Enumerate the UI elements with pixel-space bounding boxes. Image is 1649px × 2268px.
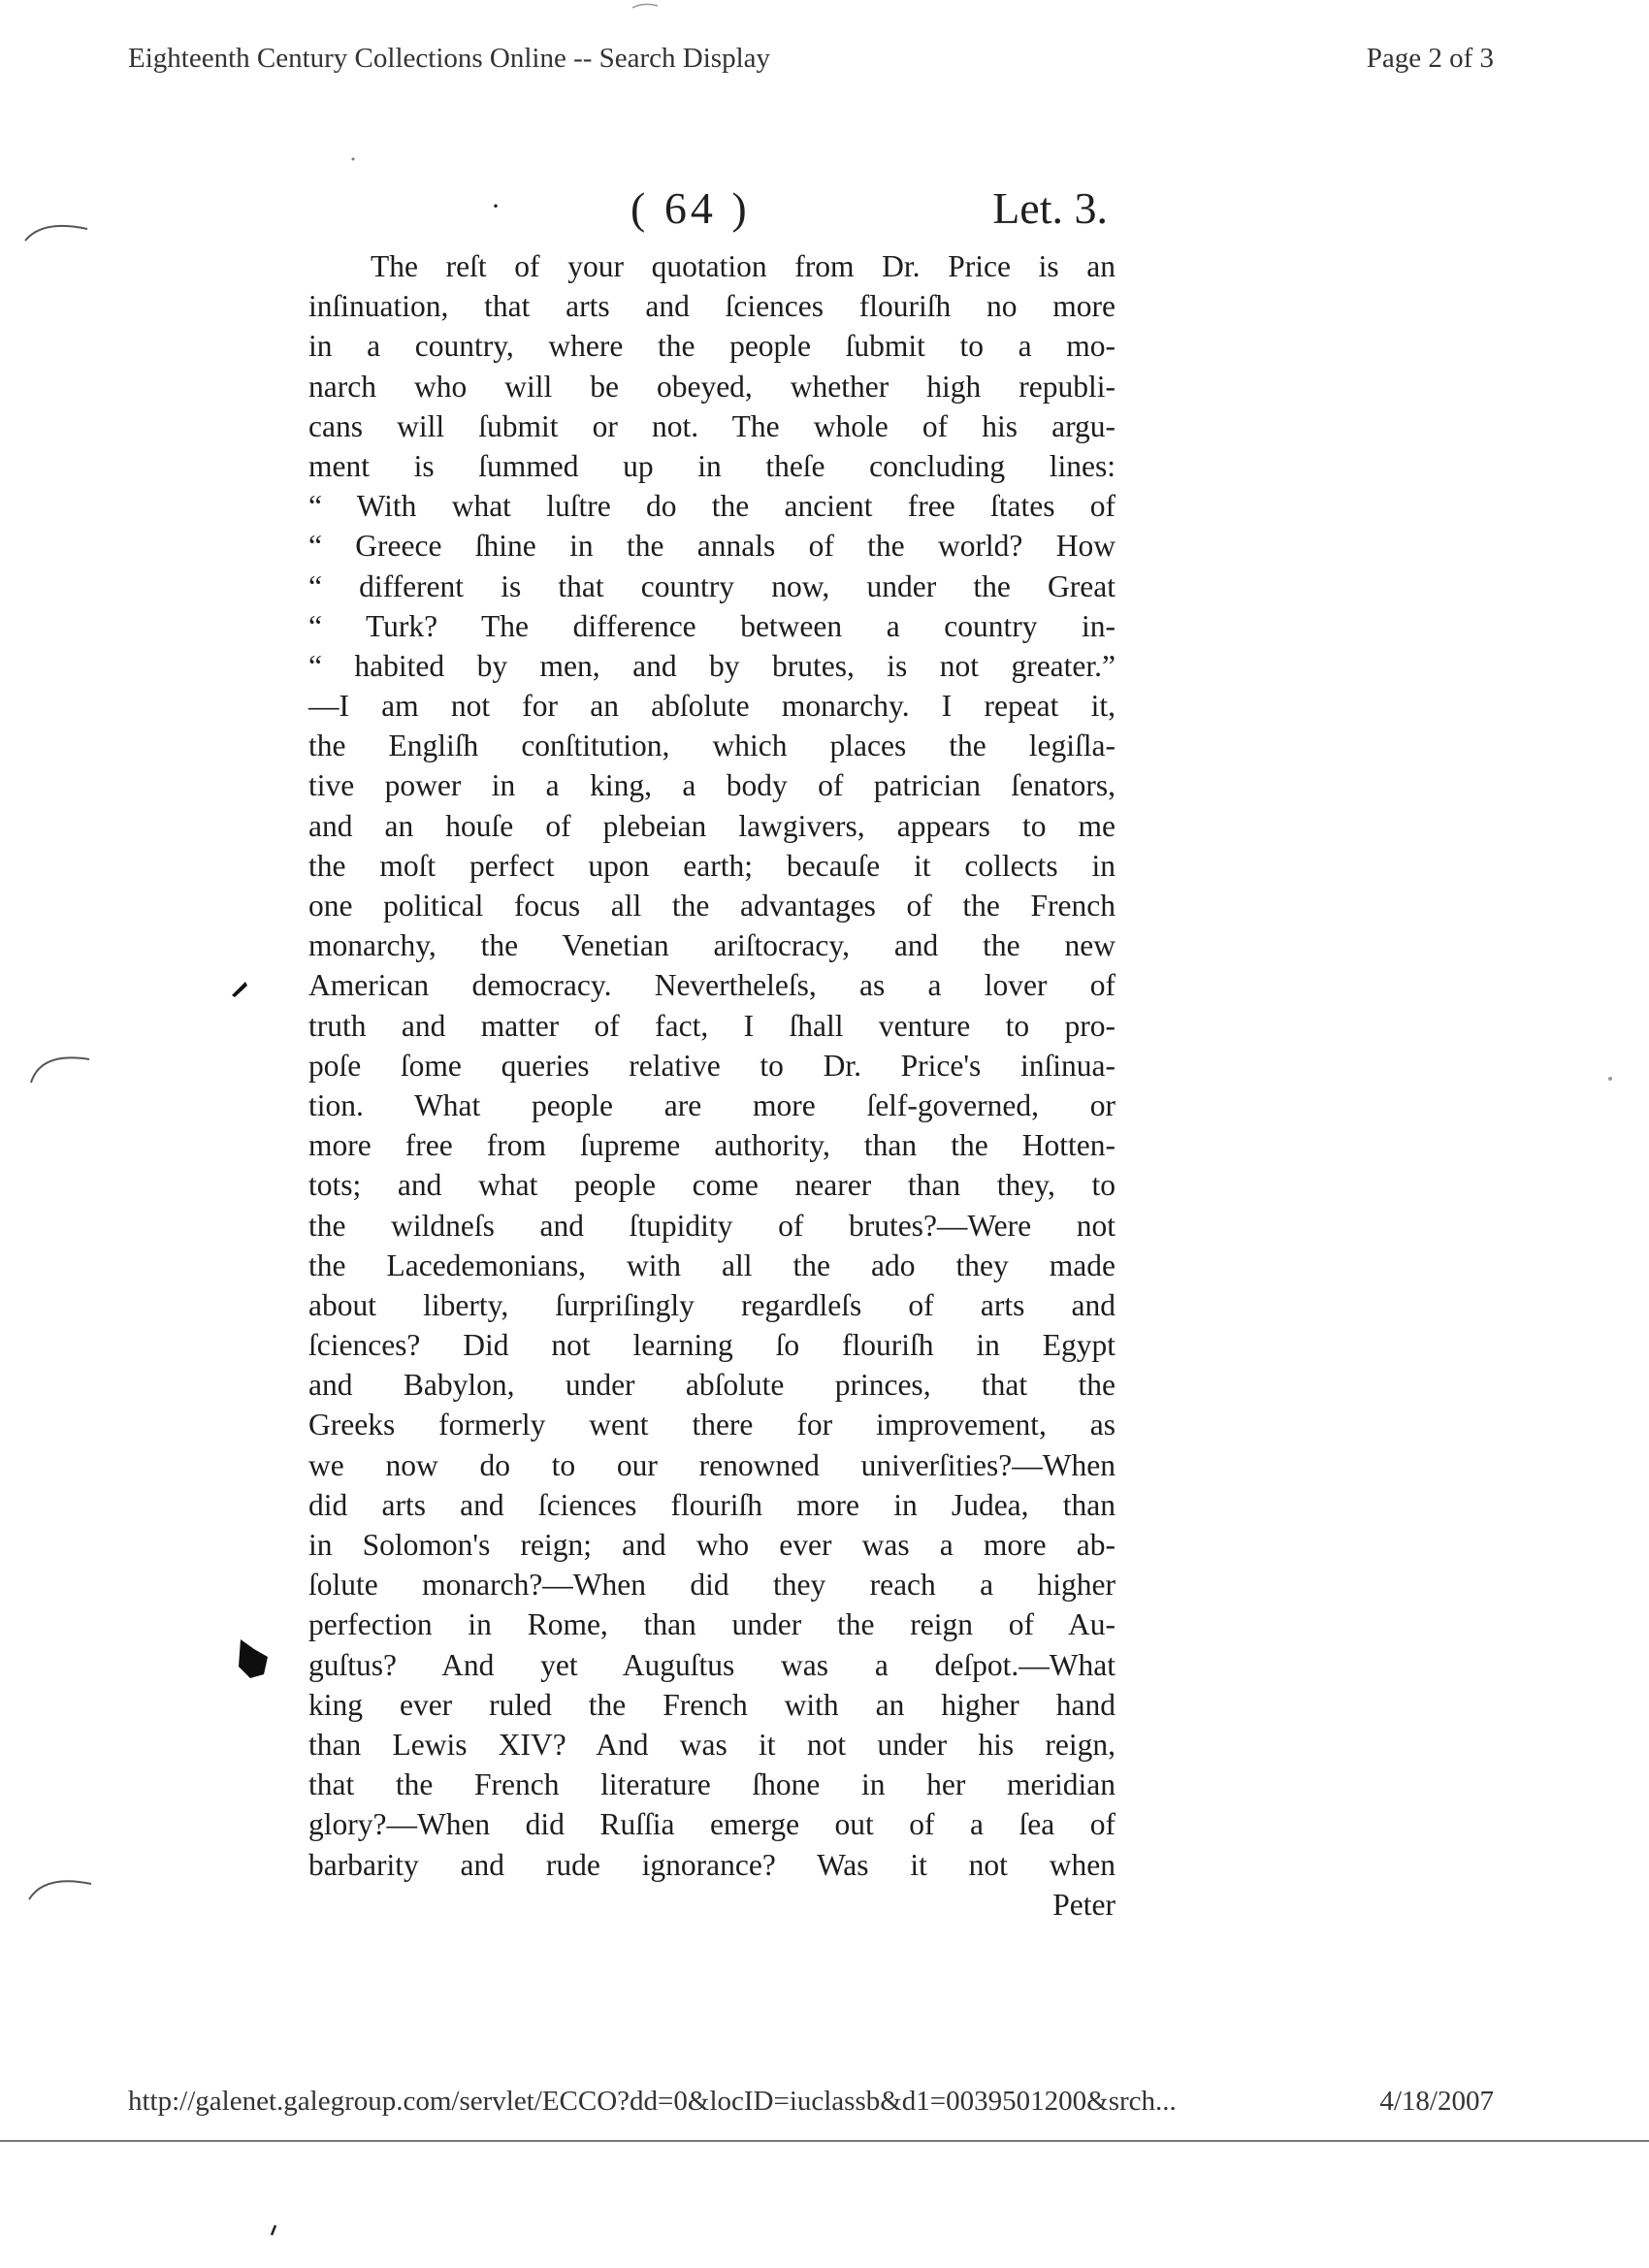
running-head-dot: · (491, 190, 501, 222)
print-header-title: Eighteenth Century Collections Online -- Search Display (128, 43, 771, 74)
scan-mark-top (630, 0, 660, 14)
text-line: about liberty, ſurpriſingly regardleſs of arts and (308, 1287, 1116, 1322)
book-page-number: ( 64 ) (630, 183, 751, 233)
binding-mark-2 (27, 1048, 95, 1086)
text-line: narch who will be obeyed, whether high republi- (308, 369, 1116, 404)
speck-right (1606, 1075, 1614, 1083)
text-line: and an houſe of plebeian lawgivers, appears to me (308, 808, 1116, 843)
print-footer (128, 2086, 1494, 2124)
text-line: truth and matter of fact, I ſhall venture to pro- (308, 1008, 1116, 1043)
text-line: —I am not for an abſolute monarchy. I repeat it, (308, 689, 1116, 724)
quote-line: “ habited by men, and by brutes, is not greater.” (308, 648, 1116, 683)
speck-top (349, 155, 357, 163)
text-line: ment is ſummed up in theſe concluding lines: (308, 448, 1116, 483)
quote-line: “ With what luſtre do the ancient free ſtates of (308, 489, 1116, 524)
text-line: than Lewis XIV? And was it not under his reign, (308, 1727, 1116, 1762)
text-line: one political focus all the advantages of the French (308, 889, 1116, 923)
text-line: The reſt of your quotation from Dr. Price is an (371, 249, 1116, 283)
print-header-page: Page 2 of 3 (1366, 43, 1494, 74)
footer-divider (0, 2140, 1649, 2142)
text-line: ſciences? Did not learning ſo flouriſh in Egypt (308, 1328, 1116, 1363)
text-line: we now do to our renowned univerſities?—When (308, 1447, 1116, 1482)
text-line: guſtus? And yet Auguſtus was a deſpot.—What (308, 1647, 1116, 1682)
catchword: Peter (1052, 1887, 1116, 1922)
binding-mark-3 (25, 1870, 95, 1903)
text-line: the moſt perfect upon earth; becauſe it collects in (308, 848, 1116, 883)
text-line: the Lacedemonians, with all the ado they made (308, 1247, 1116, 1282)
text-line: the wildneſs and ſtupidity of brutes?—Were not (308, 1208, 1116, 1243)
ink-blot-large (231, 1636, 277, 1682)
body-text (308, 246, 1116, 1925)
print-date: 4/18/2007 (1379, 2086, 1494, 2117)
text-line: inſinuation, that arts and ſciences flouriſh no more (308, 289, 1116, 324)
text-line: in Solomon's reign; and who ever was a more ab- (308, 1528, 1116, 1562)
running-head (310, 182, 1125, 241)
text-line: king ever ruled the French with an higher hand (308, 1687, 1116, 1722)
text-line: the Engliſh conſtitution, which places the legiſla- (308, 729, 1116, 763)
text-line: tots; and what people come nearer than they, to (308, 1168, 1116, 1203)
text-line: barbarity and rude ignorance? Was it not when (308, 1847, 1116, 1882)
text-line: ſolute monarch?—When did they reach a higher (308, 1568, 1116, 1603)
text-line: poſe ſome queries relative to Dr. Price's inſinua- (308, 1048, 1116, 1083)
binding-mark-1 (21, 215, 91, 244)
text-line: monarchy, the Venetian ariſtocracy, and the new (308, 928, 1116, 963)
speck-bottom (268, 2223, 279, 2237)
quote-line: “ different is that country now, under the Great (308, 568, 1116, 603)
text-line: and Babylon, under abſolute princes, that the (308, 1368, 1116, 1403)
text-line: in a country, where the people ſubmit to a mo- (308, 329, 1116, 364)
text-line: more free from ſupreme authority, than the Hotten- (308, 1128, 1116, 1163)
quote-line: “ Greece ſhine in the annals of the world? How (308, 529, 1116, 564)
letter-number: Let. 3. (992, 183, 1108, 233)
text-line: glory?—When did Ruſſia emerge out of a ſea of (308, 1807, 1116, 1842)
text-line: tion. What people are more ſelf-governed, or (308, 1087, 1116, 1122)
text-line: cans will ſubmit or not. The whole of his argu- (308, 408, 1116, 443)
text-line: did arts and ſciences flouriſh more in Judea, than (308, 1487, 1116, 1522)
ink-blot-small (229, 978, 250, 999)
text-line: tive power in a king, a body of patrician ſenators, (308, 768, 1116, 803)
text-line: Greeks formerly went there for improvement, as (308, 1408, 1116, 1442)
source-url: http://galenet.galegroup.com/servlet/ECCO?dd=0&locID=iuclassb&d1=0039501200&srch... (128, 2086, 1177, 2117)
text-line: that the French literature ſhone in her meridian (308, 1767, 1116, 1802)
text-line: American democracy. Neverthelеſs, as a lover of (308, 968, 1116, 1003)
quote-line: “ Turk? The difference between a country in- (308, 608, 1116, 643)
text-line: perfection in Rome, than under the reign of Au- (308, 1607, 1116, 1642)
